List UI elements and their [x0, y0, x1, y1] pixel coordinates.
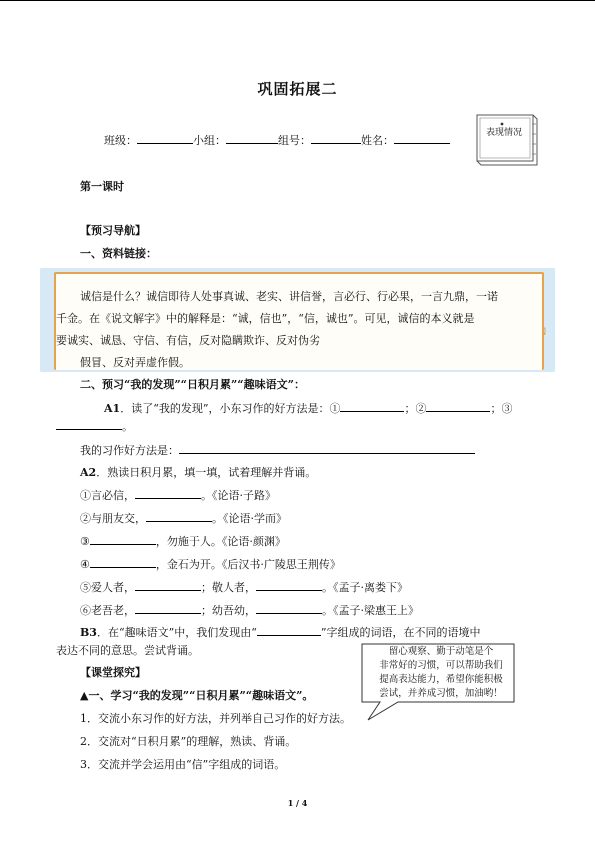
group-blank[interactable] [226, 132, 278, 144]
performance-badge [474, 112, 540, 168]
preview-header: 【预习导航】 [80, 224, 146, 237]
banner-line-2: 千金。在《说文解字》中的解释是：“诚，信也”，“信，诚也”。可见，诚信的本义就是 [56, 312, 475, 325]
badge-frame-icon [474, 112, 540, 168]
banner-line-1: 诚信是什么？诚信即待人处事真诚、老实、讲信誉，言必行、行必果，一言九鼎，一诺 [80, 290, 498, 303]
a2-item-2 [80, 510, 287, 526]
explore-item-1: 1．交流小东习作的好方法，并列举自己习作的好方法。 [80, 712, 351, 725]
group-no-label: 组号： [278, 134, 311, 147]
a2-q3a: ③ [80, 535, 90, 548]
b3-text: ．在“趣味语文”中，我们发现由“ [96, 626, 257, 639]
name-label: 姓名： [361, 134, 394, 147]
a1-end: 。 [122, 420, 133, 433]
a1-mine-blank[interactable] [179, 442, 475, 454]
b3-blank[interactable] [257, 624, 321, 636]
lesson-label: 第一课时 [80, 180, 124, 193]
bubble-line-3: 提高表达能力，希望你能积极 [379, 674, 503, 685]
section-resource-link: 一、资料链接： [80, 247, 157, 260]
a1-blank-1[interactable] [340, 400, 404, 412]
student-info-row [104, 132, 450, 148]
a2-item-6 [80, 602, 419, 618]
class-label: 班级： [104, 134, 137, 147]
a2-blank-1[interactable] [135, 487, 201, 499]
badge-text: 表现情况 [486, 128, 523, 138]
a2-blank-6b[interactable] [256, 602, 322, 614]
b3-label: B3 [80, 626, 97, 639]
a1-label: A1 [104, 402, 121, 415]
a1-blank-3[interactable] [56, 418, 122, 430]
bubble-line-4: 尝试，并养成习惯，加油哟！ [379, 688, 503, 699]
a2-item-3 [80, 533, 286, 549]
a2-q6b: ；幼吾幼， [201, 604, 256, 617]
a2-blank-4[interactable] [90, 556, 156, 568]
a2-q2a: ②与朋友交， [80, 512, 146, 525]
section-preview: 二、预习“我的发现”“日积月累”“趣味语文”： [80, 378, 305, 391]
group-label: 小组： [193, 134, 226, 147]
a2-q5a: ⑤爱人者， [80, 581, 135, 594]
a2-q1a: ①言必信， [80, 489, 135, 502]
class-blank[interactable] [137, 132, 193, 144]
group-no-blank[interactable] [311, 132, 361, 144]
a2-blank-3[interactable] [90, 533, 156, 545]
explore-item-2: 2．交流对“日积月累”的理解，熟读、背诵。 [80, 735, 297, 748]
a2-q5b: ；敬人者， [201, 581, 256, 594]
a1-blank-2[interactable] [426, 400, 490, 412]
a1-cont [56, 418, 133, 434]
a2-q3b: ，勿施于人。《论语·颜渊》 [155, 535, 286, 548]
a1-sep-3: ；③ [490, 402, 513, 415]
banner-line-4: 假冒、反对弄虚作假。 [80, 356, 190, 369]
a2-item-5 [80, 579, 408, 595]
bubble-line-2: 非常好的习惯，可以帮助我们 [379, 660, 503, 671]
b3-line-2: 表达不同的意思。尝试背诵。 [56, 644, 199, 657]
a2-blank-2[interactable] [146, 510, 212, 522]
explore-item-3: 3．交流并学会运用由“信”字组成的词语。 [80, 758, 286, 771]
a2-q6a: ⑥老吾老， [80, 604, 135, 617]
a2-q6c: 。《孟子·梁惠王上》 [322, 604, 419, 617]
b3-question [80, 624, 480, 640]
page-title: 巩固拓展二 [257, 80, 338, 98]
a2-q4b: ，金石为开。《后汉书·广陵思王荆传》 [155, 558, 341, 571]
page-number: 1 / 4 [287, 798, 308, 808]
a2-blank-6a[interactable] [135, 602, 201, 614]
a2-blank-5a[interactable] [135, 579, 201, 591]
a2-text: ．熟读日积月累，填一填，试着理解并背诵。 [96, 466, 317, 479]
top-rule [0, 0, 595, 1]
a2-q4a: ④ [80, 558, 90, 571]
banner-line-3: 要诚实、诚恳、守信、有信，反对隐瞒欺诈、反对伪劣 [56, 334, 320, 347]
a2-q5c: 。《孟子·离娄下》 [322, 581, 408, 594]
b3-text2: ”字组成的词语，在不同的语境中 [320, 626, 481, 639]
a2-q1b: 。《论语·子路》 [201, 489, 276, 502]
a2-item-1 [80, 487, 276, 503]
a1-mine-label: 我的习作好方法是： [80, 444, 179, 457]
a2-q2b: 。《论语·学而》 [212, 512, 287, 525]
bubble-line-1: 留心观察、勤于动笔是个 [388, 646, 494, 657]
explore-heading: ▲一、学习“我的发现”“日积月累”“趣味语文”。 [80, 689, 314, 702]
a1-sep-2: ；② [404, 402, 427, 415]
a1-question [104, 400, 512, 416]
a2-blank-5b[interactable] [256, 579, 322, 591]
a2-item-4 [80, 556, 341, 572]
a1-text: ．读了“我的发现”，小东习作的好方法是：① [120, 402, 341, 415]
a1-mine [80, 442, 475, 458]
class-explore-header: 【课堂探究】 [80, 666, 146, 679]
a2-question [80, 464, 316, 480]
a2-label: A2 [80, 466, 97, 479]
name-blank[interactable] [394, 132, 450, 144]
